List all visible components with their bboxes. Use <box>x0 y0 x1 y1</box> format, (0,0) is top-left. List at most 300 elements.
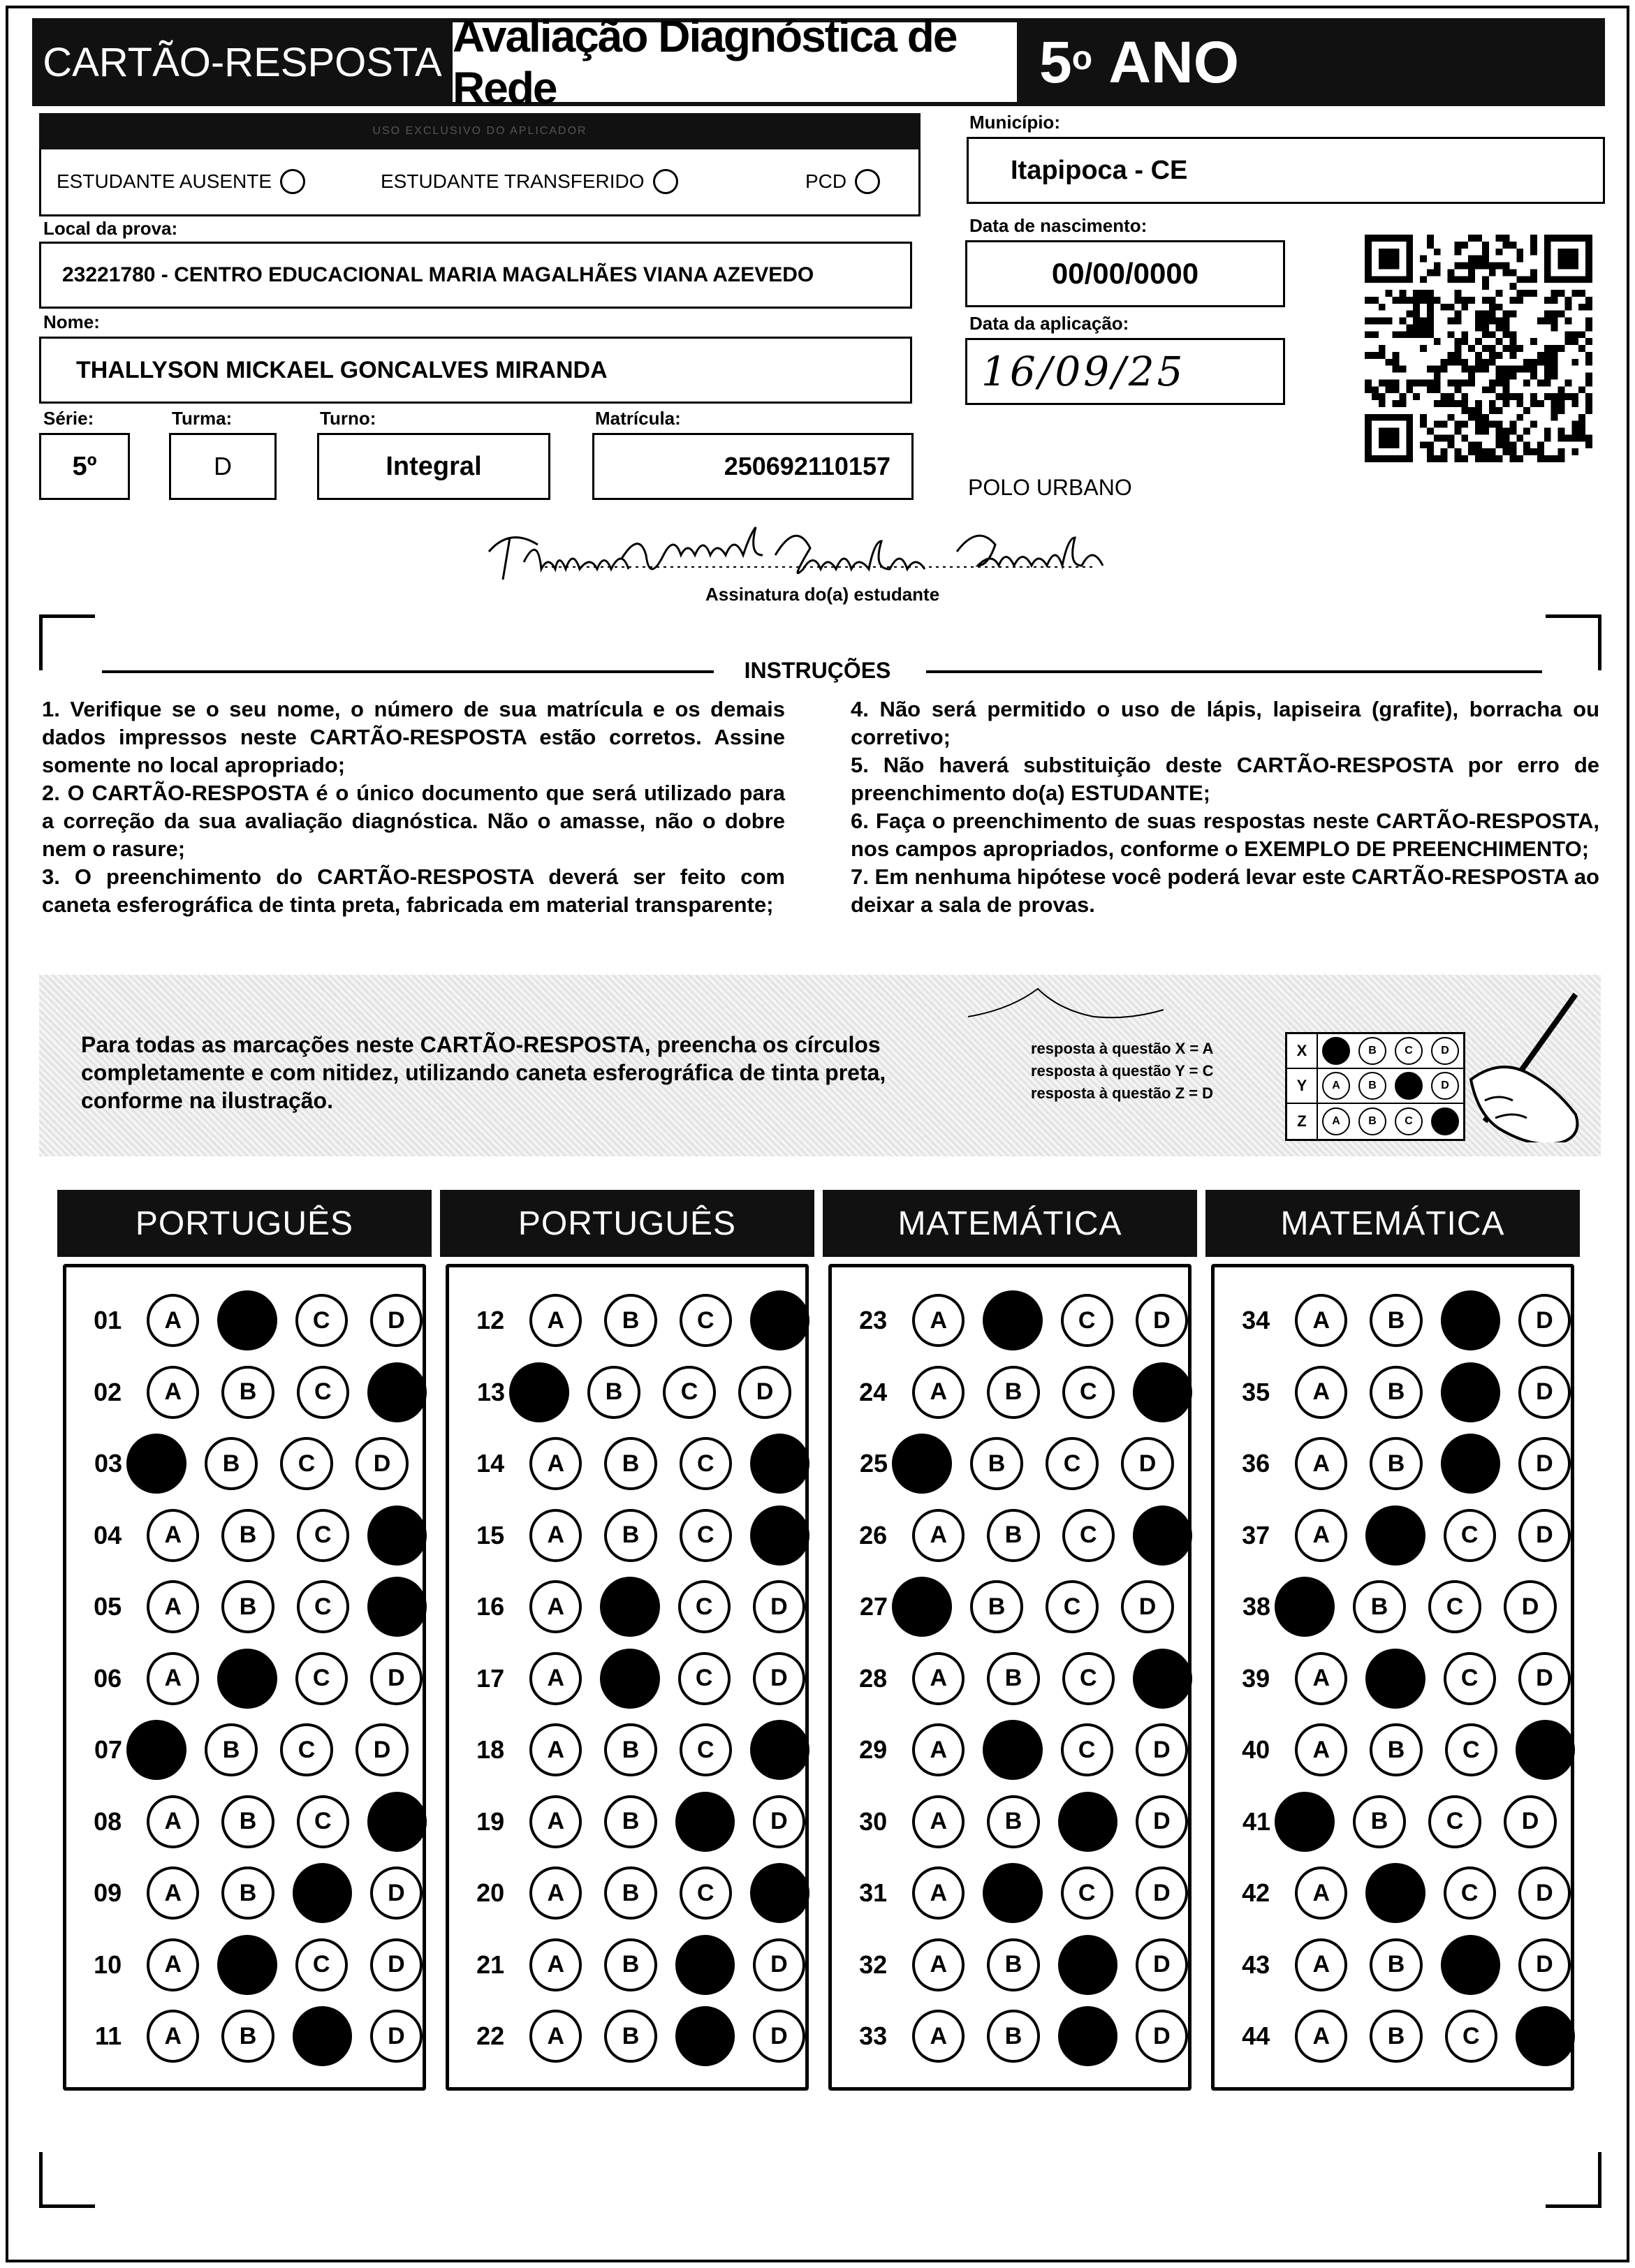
answer-bubble-a[interactable]: A <box>1295 1723 1347 1776</box>
question-number: 30 <box>859 1806 888 1836</box>
answer-bubble-b[interactable]: B <box>1353 1580 1406 1633</box>
answer-bubble-b[interactable]: B <box>221 1580 274 1633</box>
answer-bubble-a[interactable]: A <box>1295 1509 1347 1562</box>
answer-bubble-a[interactable] <box>126 1434 186 1494</box>
question-number: 39 <box>1242 1663 1270 1693</box>
name-field: THALLYSON MICKAEL GONCALVES MIRANDA <box>39 337 912 404</box>
question-number: 14 <box>476 1449 505 1478</box>
application-date-field <box>965 338 1285 405</box>
question-number: 43 <box>1242 1950 1270 1979</box>
section-title: MATEMÁTICA <box>1205 1190 1580 1257</box>
answer-bubble-d[interactable]: D <box>1136 2010 1188 2063</box>
answer-bubble-a[interactable]: A <box>1295 1294 1347 1347</box>
answer-bubble-b[interactable]: B <box>604 2010 657 2063</box>
polo-label: POLO URBANO <box>968 475 1132 500</box>
answer-bubble-b[interactable]: B <box>604 1509 657 1562</box>
answer-bubble-c[interactable]: C <box>297 1580 349 1633</box>
example-bubble-a: A <box>1322 1037 1350 1065</box>
answer-bubble-d[interactable] <box>367 1505 427 1566</box>
answer-bubble-b[interactable]: B <box>1370 1723 1422 1776</box>
instructions-right: 4. Não será permitido o uso de lápis, lapiseira (grafite), borracha ou corretivo; 5. Não haverá substituição deste CARTÃO-RESPOSTA por erro de preenchimento do(a) ESTUDANTE; 6. Faça o preenchimento de suas respostas neste CARTÃO-RESPOSTA, nos campos apropriados, conforme o EXEMPLO DE PREENCHIMENTO; 7. Em nenhuma hipótese você poderá levar este CARTÃO-RESPOSTA ao deixar a sala de provas. <box>851 697 1599 917</box>
answer-bubble-c[interactable] <box>1441 1935 1500 1995</box>
section-title: PORTUGUÊS <box>57 1190 432 1257</box>
answer-bubble-c[interactable]: C <box>1046 1437 1099 1490</box>
question-number: 33 <box>859 2022 888 2050</box>
answer-column <box>63 1264 426 2091</box>
answer-bubble-a[interactable]: A <box>1295 1652 1347 1705</box>
question-row <box>66 1931 423 1998</box>
answer-bubble-a[interactable] <box>892 1434 952 1494</box>
municipio-label: Município: <box>969 112 1060 133</box>
question-row <box>1215 1716 1571 1783</box>
answer-column <box>446 1264 809 2091</box>
answer-bubble-a[interactable]: A <box>912 1866 965 1920</box>
answer-bubble-d[interactable]: D <box>753 1652 805 1705</box>
answer-bubble-a[interactable]: A <box>912 1723 965 1776</box>
answer-bubble-b[interactable]: B <box>604 1723 657 1776</box>
answer-bubble-d[interactable]: D <box>370 1652 423 1705</box>
question-row <box>66 1359 423 1426</box>
question-number: 21 <box>476 1950 505 1979</box>
question-row <box>66 1645 423 1712</box>
answer-bubble-a[interactable]: A <box>1295 2010 1347 2063</box>
signature-label: Assinatura do(a) estudante <box>705 584 940 605</box>
section-title: PORTUGUÊS <box>440 1190 814 1257</box>
exam-title: Avaliação Diagnóstica de Rede <box>453 22 1017 102</box>
shift-field: Integral <box>317 433 550 500</box>
answer-bubble-b[interactable]: B <box>221 2010 274 2063</box>
example-bubble-b: B <box>1358 1107 1386 1135</box>
answer-bubble-c[interactable] <box>1441 1362 1500 1422</box>
answer-bubble-a[interactable]: A <box>147 1795 199 1848</box>
question-number: 36 <box>1242 1449 1270 1478</box>
answer-bubble-b[interactable] <box>217 1290 277 1350</box>
answer-bubble-b[interactable]: B <box>604 1294 657 1347</box>
answer-bubble-c[interactable] <box>1441 1290 1500 1350</box>
question-number: 07 <box>94 1735 122 1764</box>
answer-bubble-d[interactable] <box>367 1362 427 1422</box>
example-legend-line: resposta à questão X = A <box>1031 1040 1214 1057</box>
answer-bubble-d[interactable]: D <box>1518 1938 1571 1991</box>
answer-bubble-c[interactable] <box>675 2006 735 2066</box>
answer-bubble-d[interactable]: D <box>370 1938 423 1991</box>
question-row <box>449 1788 805 1855</box>
question-number: 11 <box>95 2022 122 2050</box>
filling-example-band <box>39 975 1601 1156</box>
answer-bubble-a[interactable]: A <box>1295 1938 1347 1991</box>
answer-bubble-b[interactable]: B <box>221 1795 274 1848</box>
answer-bubble-c[interactable]: C <box>680 1866 732 1920</box>
answer-bubble-d[interactable]: D <box>355 1437 409 1490</box>
question-number: 26 <box>859 1520 888 1549</box>
answer-bubble-c[interactable]: C <box>1444 1866 1496 1920</box>
answer-bubble-d[interactable]: D <box>370 2010 423 2063</box>
answer-bubble-a[interactable]: A <box>147 1509 199 1562</box>
question-number: 15 <box>476 1520 505 1549</box>
answer-bubble-d[interactable]: D <box>1136 1294 1188 1347</box>
filling-instruction: Para todas as marcações neste CARTÃO-RESPOSTA, preencha os círculos completamente e com nitidez, utilizando caneta esferográfica de tinta preta, conforme na ilustração. <box>81 1032 886 1113</box>
question-row <box>66 1860 423 1927</box>
answer-bubble-d[interactable]: D <box>1136 1938 1188 1991</box>
answer-bubble-b[interactable]: B <box>1370 2010 1422 2063</box>
example-grid <box>1285 1032 1465 1141</box>
question-row <box>449 1645 805 1712</box>
question-row <box>1215 1788 1571 1855</box>
municipio-field: Itapipoca - CE <box>967 137 1605 204</box>
answer-bubble-a[interactable]: A <box>529 1938 582 1991</box>
answer-bubble-b[interactable]: B <box>987 1509 1039 1562</box>
answer-bubble-d[interactable] <box>1516 1720 1575 1780</box>
answer-bubble-d[interactable]: D <box>1136 1795 1188 1848</box>
answer-bubble-a[interactable]: A <box>529 1652 582 1705</box>
answer-bubble-c[interactable]: C <box>680 1437 732 1490</box>
question-row <box>832 1716 1188 1783</box>
answer-bubble-b[interactable]: B <box>587 1366 640 1419</box>
answer-bubble-b[interactable] <box>217 1935 277 1995</box>
answer-bubble-a[interactable]: A <box>529 1509 582 1562</box>
hand-with-pen-icon <box>1457 989 1590 1142</box>
answer-bubble-d[interactable]: D <box>1504 1580 1557 1633</box>
answer-bubble-b[interactable]: B <box>1370 1366 1422 1419</box>
answer-bubble-a[interactable]: A <box>147 1580 199 1633</box>
answer-bubble-c[interactable]: C <box>1061 1866 1113 1920</box>
answer-bubble-a[interactable]: A <box>912 1366 965 1419</box>
answer-bubble-d[interactable] <box>750 1720 809 1780</box>
transferred-bubble[interactable] <box>653 169 678 194</box>
answer-bubble-a[interactable]: A <box>912 1652 965 1705</box>
question-row <box>832 1287 1188 1354</box>
answer-bubble-d[interactable] <box>367 1792 427 1852</box>
answer-bubble-d[interactable]: D <box>1518 1366 1571 1419</box>
answer-bubble-c[interactable]: C <box>280 1723 333 1776</box>
answer-bubble-a[interactable]: A <box>529 1437 582 1490</box>
question-row <box>66 1716 423 1783</box>
answer-bubble-b[interactable] <box>983 1863 1042 1923</box>
answer-bubble-a[interactable]: A <box>529 1795 582 1848</box>
example-row-label: Y <box>1287 1069 1318 1103</box>
answer-bubble-c[interactable] <box>675 1935 735 1995</box>
answer-bubble-b[interactable]: B <box>970 1437 1023 1490</box>
answer-bubble-a[interactable]: A <box>912 1938 965 1991</box>
answer-bubble-d[interactable]: D <box>1504 1795 1557 1848</box>
question-number: 24 <box>859 1377 888 1406</box>
question-number: 16 <box>476 1592 505 1621</box>
answer-bubble-d[interactable]: D <box>1121 1580 1174 1633</box>
answer-bubble-c[interactable] <box>1058 1792 1117 1852</box>
answer-bubble-a[interactable]: A <box>912 1294 965 1347</box>
question-number: 40 <box>1242 1735 1270 1764</box>
question-row <box>1215 1645 1571 1712</box>
answer-bubble-b[interactable]: B <box>970 1580 1023 1633</box>
question-row <box>832 2003 1188 2070</box>
question-number: 32 <box>859 1950 888 1979</box>
answer-bubble-c[interactable]: C <box>1428 1580 1481 1633</box>
answer-bubble-c[interactable]: C <box>297 1366 349 1419</box>
answer-bubble-c[interactable] <box>1441 1434 1500 1494</box>
answer-bubble-b[interactable]: B <box>221 1866 274 1920</box>
question-number: 20 <box>476 1878 505 1907</box>
answer-bubble-d[interactable] <box>1133 1505 1192 1566</box>
answer-bubble-b[interactable] <box>1365 1505 1425 1566</box>
absent-option[interactable] <box>57 169 305 194</box>
question-row <box>449 1573 805 1640</box>
answer-bubble-a[interactable]: A <box>912 2010 965 2063</box>
shift-label: Turno: <box>320 408 376 429</box>
pen-stroke-decoration <box>961 975 1171 1031</box>
question-row <box>832 1502 1188 1569</box>
grade-suffix: ANO <box>1108 29 1240 95</box>
answer-bubble-a[interactable]: A <box>529 1866 582 1920</box>
question-number: 28 <box>859 1663 888 1693</box>
name-label: Nome: <box>43 311 100 332</box>
answer-bubble-b[interactable]: B <box>221 1366 274 1419</box>
answer-bubble-a[interactable]: A <box>912 1795 965 1848</box>
transferred-option[interactable] <box>381 169 678 194</box>
example-bubble-c: C <box>1395 1072 1423 1100</box>
answer-bubble-a[interactable]: A <box>529 2010 582 2063</box>
answer-bubble-b[interactable] <box>983 1720 1042 1780</box>
question-number: 38 <box>1242 1592 1270 1621</box>
application-date-label: Data da aplicação: <box>969 313 1129 334</box>
question-row <box>1215 2003 1571 2070</box>
answer-bubble-a[interactable]: A <box>147 1652 199 1705</box>
example-legend-line: resposta à questão Y = C <box>1031 1062 1214 1080</box>
answer-bubble-c[interactable]: C <box>1062 1652 1115 1705</box>
answer-bubble-b[interactable]: B <box>987 1366 1039 1419</box>
answer-bubble-d[interactable] <box>367 1577 427 1637</box>
answer-bubble-b[interactable] <box>983 1290 1042 1350</box>
grade-label: Série: <box>43 408 94 429</box>
answer-bubble-a[interactable]: A <box>1295 1437 1347 1490</box>
question-row <box>832 1860 1188 1927</box>
answer-bubble-c[interactable]: C <box>280 1437 333 1490</box>
example-legend <box>1031 1038 1213 1105</box>
corner-mark-bottom-left <box>39 2152 95 2208</box>
question-row <box>1215 1359 1571 1426</box>
answer-column <box>828 1264 1192 2091</box>
answer-bubble-d[interactable]: D <box>1518 1866 1571 1920</box>
question-number: 05 <box>94 1592 122 1621</box>
answer-bubble-c[interactable]: C <box>295 1938 348 1991</box>
answer-bubble-c[interactable]: C <box>1444 1509 1496 1562</box>
answer-column <box>1211 1264 1574 2091</box>
answer-bubble-b[interactable] <box>600 1577 659 1637</box>
answer-bubble-a[interactable]: A <box>147 1938 199 1991</box>
answer-bubble-b[interactable]: B <box>987 1795 1039 1848</box>
question-number: 41 <box>1242 1806 1270 1836</box>
question-number: 02 <box>94 1377 122 1406</box>
answer-bubble-b[interactable] <box>217 1649 277 1709</box>
question-row <box>449 1931 805 1998</box>
answer-bubble-a[interactable] <box>892 1577 952 1637</box>
example-bubble-d: D <box>1431 1107 1459 1135</box>
answer-bubble-a[interactable]: A <box>529 1580 582 1633</box>
question-row <box>449 1359 805 1426</box>
local-label: Local da prova: <box>43 218 178 239</box>
absent-bubble[interactable] <box>280 169 305 194</box>
transferred-label: ESTUDANTE TRANSFERIDO <box>381 170 645 192</box>
answer-bubble-b[interactable]: B <box>1370 1938 1422 1991</box>
question-number: 13 <box>476 1377 505 1406</box>
answer-bubble-c[interactable]: C <box>1062 1509 1115 1562</box>
answer-bubble-b[interactable]: B <box>604 1795 657 1848</box>
answer-bubble-c[interactable] <box>1058 2006 1117 2066</box>
example-row <box>1287 1069 1463 1104</box>
question-number: 04 <box>94 1520 122 1549</box>
answer-bubble-d[interactable] <box>750 1290 809 1350</box>
answer-bubble-c[interactable]: C <box>678 1652 731 1705</box>
answer-bubble-b[interactable]: B <box>205 1437 258 1490</box>
question-number: 03 <box>94 1449 122 1478</box>
answer-bubble-d[interactable] <box>750 1434 809 1494</box>
answer-bubble-c[interactable] <box>675 1792 735 1852</box>
birth-date-field: 00/00/0000 <box>965 240 1285 307</box>
answer-bubble-a[interactable]: A <box>912 1509 965 1562</box>
birth-date-label: Data de nascimento: <box>969 215 1148 236</box>
question-number: 01 <box>94 1306 122 1334</box>
answer-bubble-b[interactable] <box>1365 1863 1425 1923</box>
answer-bubble-d[interactable]: D <box>753 2010 805 2063</box>
answer-bubble-b[interactable]: B <box>221 1509 274 1562</box>
application-date-handwritten: 16/09/25 <box>981 348 1186 395</box>
answer-bubble-a[interactable] <box>1275 1792 1335 1852</box>
question-row <box>832 1931 1188 1998</box>
answer-bubble-c[interactable]: C <box>1444 1652 1496 1705</box>
answer-bubble-b[interactable]: B <box>987 2010 1039 2063</box>
answer-bubble-a[interactable]: A <box>147 2010 199 2063</box>
local-field: 23221780 - CENTRO EDUCACIONAL MARIA MAGALHÃES VIANA AZEVEDO <box>39 242 912 309</box>
question-row <box>66 1788 423 1855</box>
question-row <box>449 1287 805 1354</box>
answer-bubble-c[interactable]: C <box>1428 1795 1481 1848</box>
answer-bubble-a[interactable] <box>126 1720 186 1780</box>
answer-bubble-c[interactable]: C <box>295 1652 348 1705</box>
answer-bubble-b[interactable]: B <box>205 1723 258 1776</box>
answer-bubble-c[interactable] <box>293 1863 352 1923</box>
answer-bubble-d[interactable] <box>750 1863 809 1923</box>
answer-bubble-b[interactable]: B <box>604 1437 657 1490</box>
answer-bubble-b[interactable] <box>600 1649 659 1709</box>
pcd-option[interactable] <box>805 169 880 194</box>
question-row <box>1215 1860 1571 1927</box>
question-row <box>66 1573 423 1640</box>
answer-bubble-b[interactable] <box>1365 1649 1425 1709</box>
answer-bubble-c[interactable]: C <box>1061 1294 1113 1347</box>
answer-bubble-c[interactable]: C <box>680 1294 732 1347</box>
answer-bubble-c[interactable]: C <box>297 1795 349 1848</box>
pcd-label: PCD <box>805 170 847 192</box>
answer-bubble-b[interactable]: B <box>1370 1437 1422 1490</box>
answer-bubble-a[interactable] <box>1275 1577 1335 1637</box>
answer-bubble-d[interactable]: D <box>1518 1509 1571 1562</box>
answer-bubble-d[interactable]: D <box>753 1580 805 1633</box>
answer-bubble-c[interactable]: C <box>1062 1366 1115 1419</box>
question-number: 08 <box>94 1806 122 1836</box>
example-bubble-d: D <box>1431 1072 1459 1100</box>
answer-bubble-b[interactable]: B <box>987 1652 1039 1705</box>
answer-bubble-b[interactable]: B <box>987 1938 1039 1991</box>
answer-bubble-d[interactable]: D <box>1136 1723 1188 1776</box>
answer-bubble-c[interactable] <box>1058 1935 1117 1995</box>
question-number: 22 <box>476 2022 505 2050</box>
answer-bubble-d[interactable]: D <box>1136 1866 1188 1920</box>
answer-bubble-d[interactable] <box>750 1505 809 1566</box>
answer-bubble-d[interactable]: D <box>370 1294 423 1347</box>
answer-bubble-c[interactable]: C <box>678 1580 731 1633</box>
answer-bubble-d[interactable]: D <box>738 1366 791 1419</box>
answer-bubble-b[interactable]: B <box>1370 1294 1422 1347</box>
answer-bubble-d[interactable]: D <box>753 1795 805 1848</box>
registration-field: 250692110157 <box>592 433 914 500</box>
question-number: 35 <box>1242 1377 1270 1406</box>
question-row <box>449 1430 805 1497</box>
answer-bubble-b[interactable]: B <box>1353 1795 1406 1848</box>
answer-bubble-a[interactable]: A <box>529 1294 582 1347</box>
answer-bubble-c[interactable]: C <box>680 1723 732 1776</box>
applicator-only-bar: USO EXCLUSIVO DO APLICADOR <box>39 113 921 149</box>
corner-mark-bottom-right <box>1546 2152 1601 2208</box>
answer-bubble-d[interactable] <box>1516 2006 1575 2066</box>
answer-bubble-d[interactable] <box>1133 1649 1192 1709</box>
answer-bubble-a[interactable]: A <box>1295 1866 1347 1920</box>
question-row <box>832 1359 1188 1426</box>
class-field: D <box>169 433 277 500</box>
question-row <box>66 2003 423 2070</box>
answer-bubble-b[interactable]: B <box>604 1866 657 1920</box>
answer-bubble-c[interactable]: C <box>1061 1723 1113 1776</box>
question-number: 31 <box>859 1878 888 1907</box>
answer-bubble-c[interactable]: C <box>1445 2010 1497 2063</box>
answer-bubble-c[interactable]: C <box>663 1366 716 1419</box>
answer-bubble-c[interactable]: C <box>1046 1580 1099 1633</box>
question-number: 37 <box>1242 1520 1270 1549</box>
answer-bubble-d[interactable]: D <box>1518 1437 1571 1490</box>
section-title: MATEMÁTICA <box>823 1190 1197 1257</box>
answer-bubble-c[interactable]: C <box>295 1294 348 1347</box>
answer-bubble-d[interactable]: D <box>1518 1294 1571 1347</box>
question-row <box>832 1788 1188 1855</box>
answer-bubble-a[interactable]: A <box>147 1866 199 1920</box>
answer-bubble-d[interactable]: D <box>753 1938 805 1991</box>
answer-bubble-d[interactable]: D <box>370 1866 423 1920</box>
example-row-label: Z <box>1287 1104 1318 1139</box>
question-number: 42 <box>1242 1878 1270 1907</box>
answer-bubble-c[interactable]: C <box>1445 1723 1497 1776</box>
answer-bubble-a[interactable]: A <box>529 1723 582 1776</box>
question-number: 18 <box>476 1735 505 1764</box>
answer-bubble-d[interactable]: D <box>355 1723 409 1776</box>
answer-bubble-b[interactable]: B <box>604 1938 657 1991</box>
question-number: 27 <box>859 1592 888 1621</box>
question-number: 17 <box>476 1663 505 1693</box>
answer-bubble-d[interactable] <box>1133 1362 1192 1422</box>
question-row <box>832 1573 1188 1640</box>
answer-bubble-d[interactable]: D <box>1121 1437 1174 1490</box>
example-bubble-d: D <box>1431 1037 1459 1065</box>
answer-bubble-a[interactable] <box>509 1362 569 1422</box>
answer-bubble-a[interactable]: A <box>147 1366 199 1419</box>
answer-bubble-c[interactable]: C <box>297 1509 349 1562</box>
answer-bubble-c[interactable]: C <box>680 1509 732 1562</box>
answer-bubble-a[interactable]: A <box>1295 1366 1347 1419</box>
instructions-left: 1. Verifique se o seu nome, o número de sua matrícula e os demais dados impressos neste CARTÃO-RESPOSTA estão corretos. Assine somente no local apropriado; 2. O CARTÃO-RESPOSTA é o único documento que será utilizado para a correção da sua avaliação diagnóstica. Não o amasse, não o dobre nem o rasure; 3. O preenchimento do CARTÃO-RESPOSTA deverá ser feito com caneta esferográfica de tinta preta, fabricada em material transparente; <box>42 697 785 917</box>
answer-bubble-d[interactable]: D <box>1518 1652 1571 1705</box>
answer-bubble-a[interactable]: A <box>147 1294 199 1347</box>
answer-bubble-c[interactable] <box>293 2006 352 2066</box>
question-number: 19 <box>476 1806 505 1836</box>
pcd-bubble[interactable] <box>855 169 880 194</box>
question-number: 23 <box>859 1306 888 1334</box>
